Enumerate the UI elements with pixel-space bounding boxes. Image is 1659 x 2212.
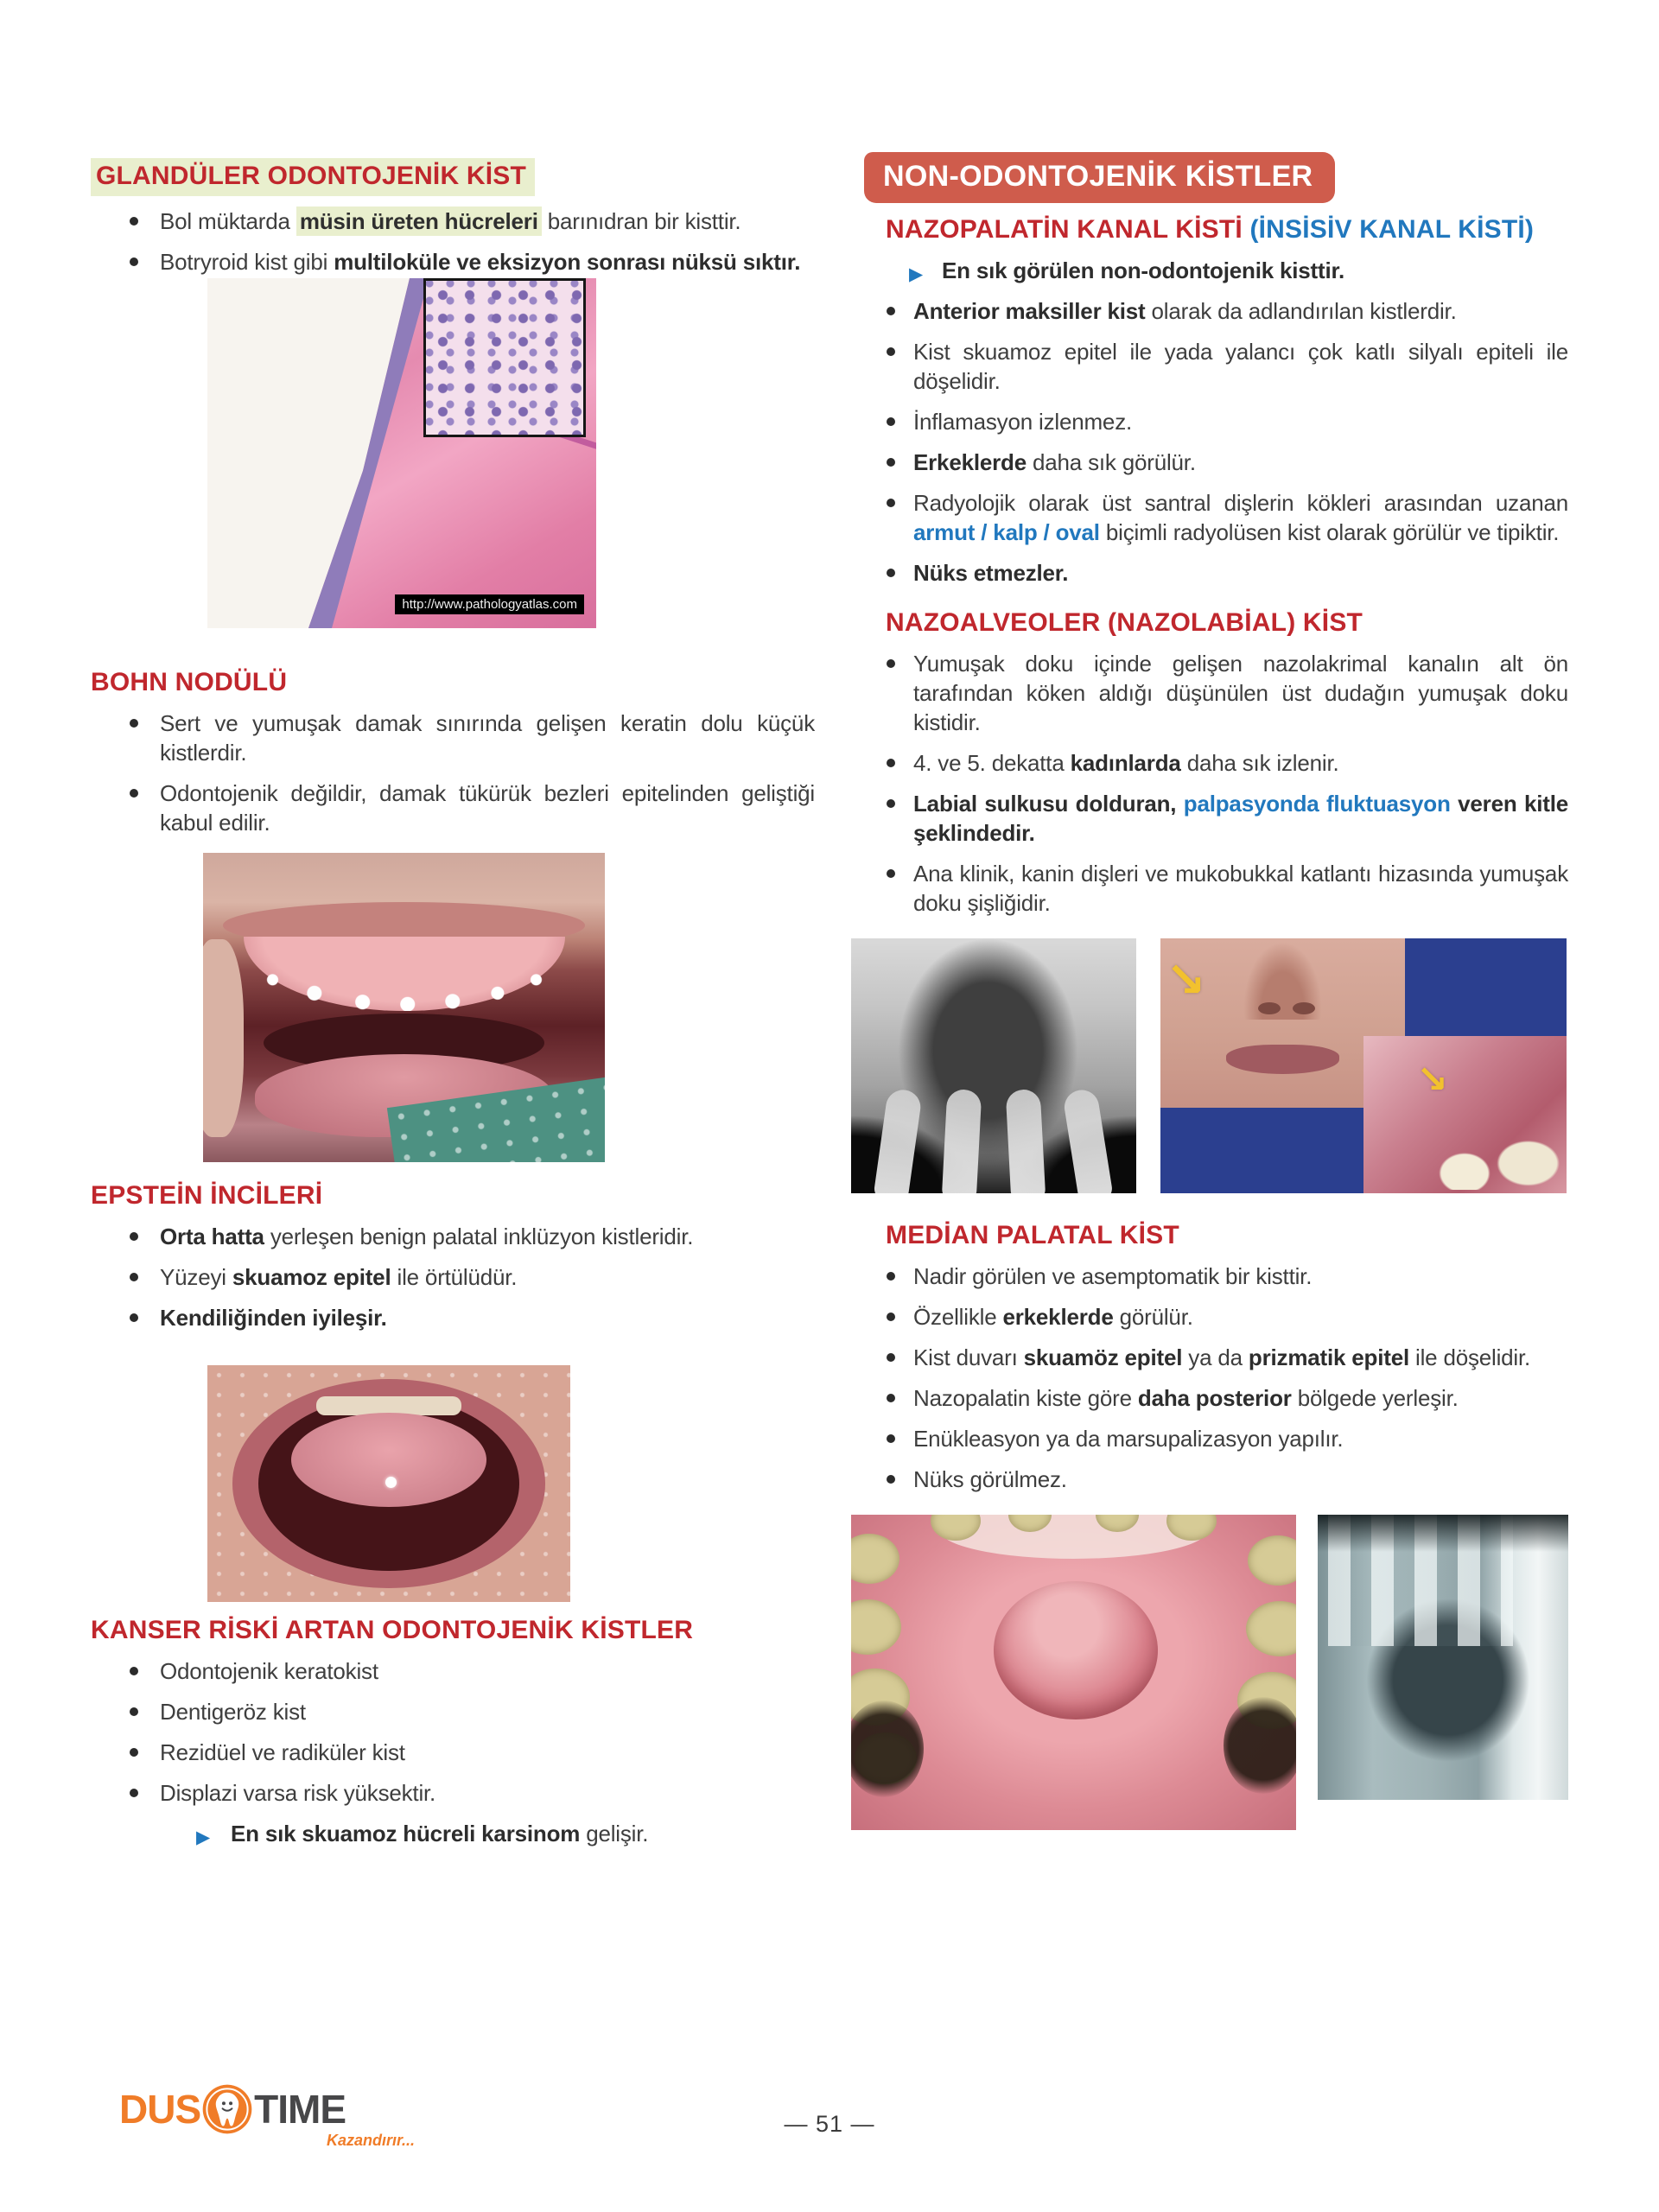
section-title-nazopalatin xyxy=(886,215,1568,245)
title-red-part: NAZOPALATİN KANAL KİSTİ xyxy=(886,215,1250,244)
list-item: İnflamasyon izlenmez. xyxy=(864,407,1568,436)
photo-dark-restoration xyxy=(851,1700,924,1797)
epstein-clinical-photo xyxy=(207,1365,570,1602)
list-item: Enükleasyon ya da marsupalizasyon yapılır. xyxy=(864,1424,1568,1453)
xray-tooth xyxy=(942,1089,982,1193)
bullet-text-bold: erkeklerde xyxy=(1002,1304,1114,1330)
bullet-text: daha sık görülür. xyxy=(1026,449,1196,475)
section-title-median: MEDİAN PALATAL KİST xyxy=(886,1221,1179,1249)
list-item: Ana klinik, kanin dişleri ve mukobukkal katlantı hizasında yumuşak doku şişliğidir. xyxy=(864,859,1568,918)
photo-tooth xyxy=(1246,1601,1296,1656)
bullet-text: Özellikle xyxy=(913,1304,1003,1330)
list-item: Displazi varsa risk yüksektir. xyxy=(91,1778,815,1808)
page-number: — 51 — xyxy=(784,2111,875,2137)
bullet-text-bold: prizmatik epitel xyxy=(1248,1344,1409,1370)
xray-tooth xyxy=(1062,1088,1114,1193)
list-item: Nüks görülmez. xyxy=(864,1465,1568,1494)
epstein-bullet-list xyxy=(91,1222,815,1332)
list-item xyxy=(864,448,1568,477)
list-item: Dentigeröz kist xyxy=(91,1697,815,1726)
xray-tooth xyxy=(873,1088,923,1193)
triangle-bullet-icon: ▶ xyxy=(909,264,923,284)
arrow-note xyxy=(864,256,1568,285)
bullet-text-bold: multiloküle ve eksizyon sonrası nüksü sıktır. xyxy=(334,249,801,275)
list-item xyxy=(864,1343,1568,1372)
logo-text-time: TIME xyxy=(254,2087,346,2132)
photo-teeth xyxy=(1423,1135,1561,1190)
list-item: Yumuşak doku içinde gelişen nazolakrimal kanalın alt ön tarafından köken aldığı düşünülen üst dudağın yumuşak doku kistidir. xyxy=(864,649,1568,737)
section-bohn xyxy=(91,668,815,1162)
photo-tooth xyxy=(1248,1535,1296,1586)
clinical-composite-image xyxy=(1160,938,1567,1193)
section-title-bohn: BOHN NODÜLÜ xyxy=(91,668,288,696)
list-item xyxy=(864,748,1568,778)
bullet-text-bold: skuamoz epitel xyxy=(232,1264,391,1290)
arrow-note xyxy=(91,1819,815,1848)
list-item: Odontojenik keratokist xyxy=(91,1656,815,1686)
logo-text-dus: DUS xyxy=(119,2087,201,2132)
list-item xyxy=(864,296,1568,326)
list-item xyxy=(91,207,815,236)
triangle-bullet-icon: ▶ xyxy=(196,1827,210,1847)
photo-dark-restoration xyxy=(1224,1697,1296,1794)
median-image-panel xyxy=(851,1515,1568,1830)
bullet-text-blue: palpasyonda fluktuasyon xyxy=(1183,791,1451,817)
bullet-text-bold: veren kitle şeklindedir. xyxy=(913,791,1568,846)
histology-image xyxy=(207,278,596,628)
intraoral-photo xyxy=(1363,1036,1567,1193)
kanser-bullet-list xyxy=(91,1656,815,1848)
median-bullet-list xyxy=(864,1262,1568,1494)
list-item xyxy=(91,1303,815,1332)
logo-tagline: Kazandırır... xyxy=(327,2132,416,2149)
bullet-text: ile döşelidir. xyxy=(1408,1344,1531,1370)
bullet-text: 4. ve 5. dekatta xyxy=(913,750,1071,776)
bullet-text-bold: skuamöz epitel xyxy=(1023,1344,1183,1370)
bullet-text-bold: Nüks etmezler. xyxy=(913,560,1069,586)
xray-tooth xyxy=(1006,1089,1046,1193)
bullet-text: biçimli radyolüsen kist olarak görülür ve tipiktir. xyxy=(1099,519,1560,545)
highlighted-text: müsin üreten hücreleri xyxy=(296,207,542,236)
photo-palate xyxy=(291,1413,487,1508)
annotation-arrow-icon: ↘ xyxy=(1416,1058,1448,1103)
bullet-text: Bol müktarda xyxy=(160,208,296,234)
xray-edge-shadow xyxy=(1318,1515,1568,1552)
title-blue-part: (İNSİSİV KANAL KİSTİ) xyxy=(1249,215,1535,244)
chapter-banner: NON-ODONTOJENİK KİSTLER xyxy=(864,152,1335,203)
section-title-epstein: EPSTEİN İNCİLERİ xyxy=(91,1181,323,1210)
list-item: Sert ve yumuşak damak sınırında gelişen keratin dolu küçük kistlerdir. xyxy=(91,709,815,767)
section-title-nazoalveoler: NAZOALVEOLER (NAZOLABİAL) KİST xyxy=(886,608,1363,637)
bullet-text-blue: armut / kalp / oval xyxy=(913,519,1100,545)
bullet-text: ya da xyxy=(1182,1344,1249,1370)
bullet-text-bold: Anterior maksiller kist xyxy=(913,298,1146,324)
section-kanser xyxy=(91,1616,815,1848)
bullet-text: ile örtülüdür. xyxy=(391,1264,518,1290)
bullet-text: olarak da adlandırılan kistlerdir. xyxy=(1145,298,1457,324)
list-item xyxy=(91,247,815,276)
section-title-glanduler: GLANDÜLER ODONTOJENİK KİST xyxy=(91,158,535,196)
list-item xyxy=(864,488,1568,547)
section-nazopalatin xyxy=(864,215,1568,588)
list-item xyxy=(864,1383,1568,1413)
list-item xyxy=(864,1302,1568,1332)
section-epstein xyxy=(91,1181,815,1602)
nazopalatin-bullet-list xyxy=(864,256,1568,588)
nazoalveoler-bullet-list xyxy=(864,649,1568,918)
list-item xyxy=(91,1222,815,1251)
bullet-text: Yüzeyi xyxy=(160,1264,232,1290)
photo-lips xyxy=(1226,1045,1338,1073)
list-item xyxy=(91,1262,815,1292)
section-glanduler xyxy=(91,158,815,628)
bullet-text-bold: daha posterior xyxy=(1137,1385,1292,1411)
bullet-text-bold: En sık skuamoz hücreli karsinom xyxy=(231,1821,581,1847)
bohn-clinical-photo xyxy=(203,853,605,1162)
palate-clinical-photo xyxy=(851,1515,1296,1830)
bullet-text-bold: Erkeklerde xyxy=(913,449,1027,475)
periapical-xray-image xyxy=(851,938,1136,1193)
bullet-text: Radyolojik olarak üst santral dişlerin kökleri arasından uzanan xyxy=(913,490,1568,516)
bullet-text: Kist duvarı xyxy=(913,1344,1024,1370)
section-title-kanser: KANSER RİSKİ ARTAN ODONTOJENİK KİSTLER xyxy=(91,1616,694,1644)
bohn-bullet-list xyxy=(91,709,815,837)
bullet-text: yerleşen benign palatal inklüzyon kistleridir. xyxy=(264,1224,694,1249)
bullet-text: Botryroid kist gibi xyxy=(160,249,334,275)
photo-white-nodules xyxy=(244,937,565,1011)
bullet-text-bold: kadınlarda xyxy=(1070,750,1181,776)
section-nazoalveoler xyxy=(864,608,1568,1193)
photo-tooth xyxy=(851,1599,901,1655)
photo-tooth xyxy=(851,1534,899,1584)
photo-palatal-cyst-swelling xyxy=(994,1581,1159,1720)
bullet-text-bold: En sık görülen non-odontojenik kisttir. xyxy=(942,257,1345,283)
list-item: Kist skuamoz epitel ile yada yalancı çok katlı silyalı epiteli ile döşelidir. xyxy=(864,337,1568,396)
list-item: Rezidüel ve radiküler kist xyxy=(91,1738,815,1767)
occlusal-xray-image xyxy=(1318,1515,1568,1800)
right-column xyxy=(864,152,1568,1830)
list-item xyxy=(864,789,1568,848)
bullet-text-bold: Orta hatta xyxy=(160,1224,264,1249)
section-median xyxy=(864,1221,1568,1830)
bullet-text: görülür. xyxy=(1113,1304,1193,1330)
annotation-arrow-icon: ↘ xyxy=(1165,951,1206,1008)
nazoalveoler-image-panel xyxy=(851,938,1568,1193)
list-item: Odontojenik değildir, damak tükürük bezleri epitelinden geliştiği kabul edilir. xyxy=(91,779,815,837)
bullet-text: Nazopalatin kiste göre xyxy=(913,1385,1138,1411)
photo-epstein-pearl xyxy=(385,1477,397,1488)
bullet-text-bold: Labial sulkusu dolduran, xyxy=(913,791,1184,817)
bullet-text: gelişir. xyxy=(580,1821,649,1847)
histology-inset-magnified xyxy=(423,278,586,437)
image-watermark: http://www.pathologyatlas.com xyxy=(395,594,584,614)
bullet-text: daha sık izlenir. xyxy=(1180,750,1339,776)
bullet-text-bold: Kendiliğinden iyileşir. xyxy=(160,1305,387,1331)
list-item: Nadir görülen ve asemptomatik bir kisttir. xyxy=(864,1262,1568,1291)
list-item xyxy=(864,558,1568,588)
left-column xyxy=(91,158,815,1848)
bullet-text: barınıdran bir kisttir. xyxy=(541,208,741,234)
photo-skin xyxy=(203,939,244,1137)
bullet-text: bölgede yerleşir. xyxy=(1291,1385,1459,1411)
glanduler-bullet-list xyxy=(91,207,815,276)
